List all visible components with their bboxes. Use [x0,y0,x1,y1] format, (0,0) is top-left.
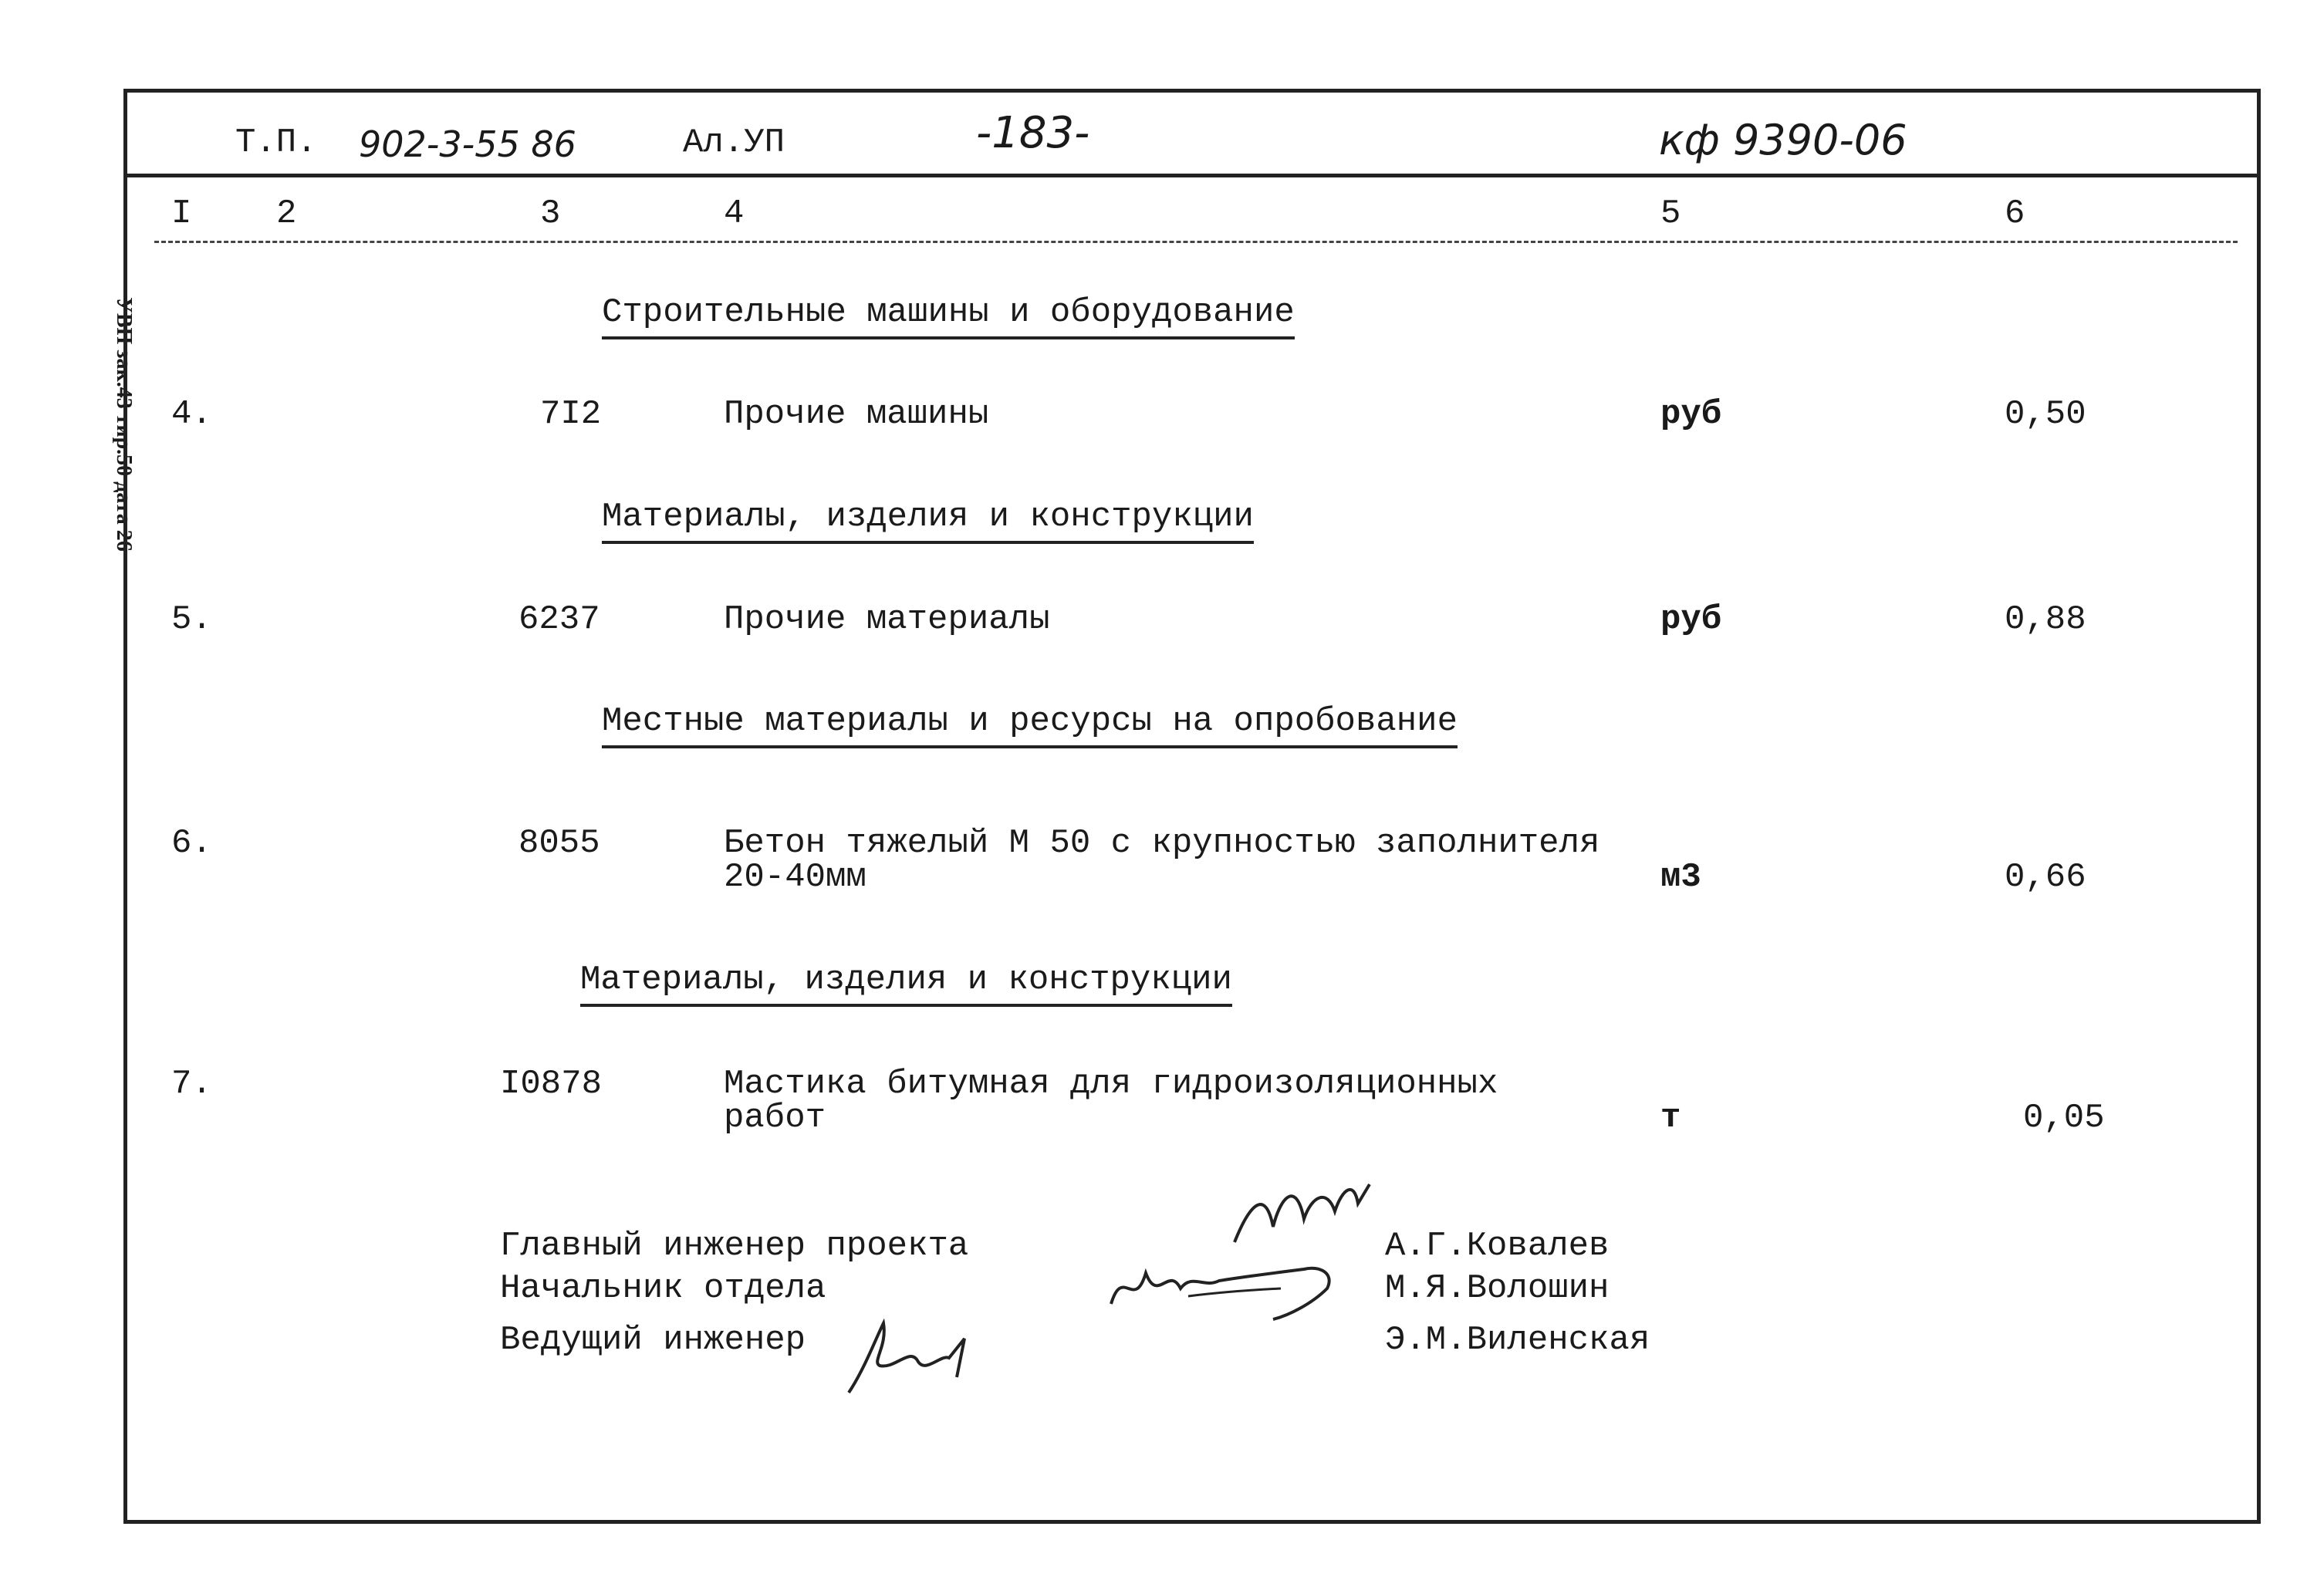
row-value: 0,50 [2005,395,2086,434]
row-name-continued: 20-40мм [724,858,866,897]
header-divider [123,174,2261,177]
album-label: Ал.УП [683,123,785,162]
section-title: Материалы, изделия и конструкции [602,498,1254,544]
column-number: 6 [2005,194,2025,233]
signature-role: Начальник отдела [500,1269,826,1308]
row-number: 4. [171,395,212,434]
row-code: I0878 [500,1065,603,1103]
column-number: 3 [540,194,561,233]
document-code: кф 9390-06 [1659,116,1907,164]
signature-voloshin [1103,1242,1350,1327]
signature-role: Главный инженер проекта [500,1227,969,1265]
section-title: Материалы, изделия и конструкции [580,961,1232,1007]
row-number: 6. [171,824,212,863]
page-number: -183- [976,108,1090,158]
project-number: 902-3-55 86 [359,123,576,165]
column-number: 5 [1660,194,1681,233]
row-value: 0,66 [2005,858,2086,897]
row-number: 7. [171,1065,212,1103]
signature-name: Э.М.Виленская [1385,1321,1650,1359]
signature-vilenskaya [841,1308,988,1400]
row-name: Мастика битумная для гидроизоляционных [724,1065,1498,1103]
tp-label: Т.П. [235,123,317,162]
row-value: 0,88 [2005,600,2086,639]
signature-role: Ведущий инженер [500,1321,806,1359]
row-unit: т [1660,1099,1681,1137]
row-name: Прочие машины [724,395,989,434]
side-stamp [46,108,136,552]
row-name: Прочие материалы [724,600,1050,639]
section-title: Строительные машины и оборудование [602,293,1295,339]
section-title: Местные материалы и ресурсы на опробование [602,702,1458,748]
row-unit: руб [1660,600,1722,639]
side-stamp-text: УВП зак.43 тир.50 дата 26 [112,297,136,552]
signature-name: М.Я.Волошин [1385,1269,1610,1308]
signature-name: А.Г.Ковалев [1385,1227,1610,1265]
row-code: 6237 [519,600,600,639]
row-unit: руб [1660,395,1722,434]
row-name: Бетон тяжелый М 50 с крупностью заполнителя [724,824,1600,863]
row-name-continued: работ [724,1099,826,1137]
column-divider [154,241,2238,243]
row-value: 0,05 [2023,1099,2105,1137]
row-code: 7I2 [540,395,602,434]
column-number: I [171,194,192,233]
column-number: 4 [724,194,745,233]
row-number: 5. [171,600,212,639]
row-code: 8055 [519,824,600,863]
column-number: 2 [276,194,297,233]
row-unit: м3 [1660,858,1701,897]
